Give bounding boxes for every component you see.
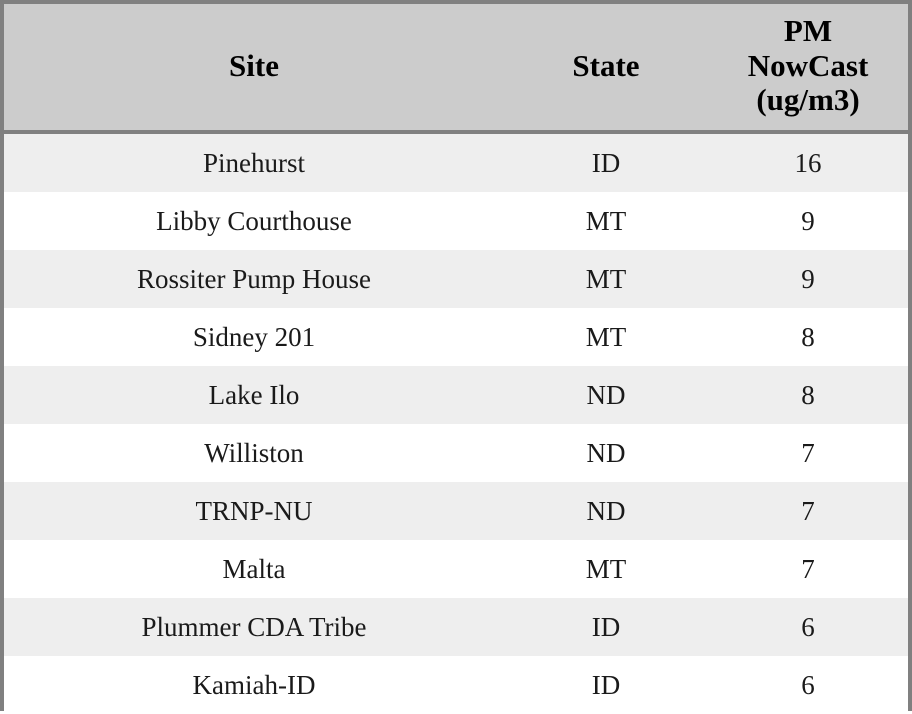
cell-pm-nowcast: 7: [801, 437, 815, 468]
table-row: [4, 192, 908, 250]
table-row: [4, 598, 908, 656]
table-header: [4, 4, 908, 132]
cell-state: MT: [585, 321, 627, 352]
column-header-pm-nowcast-line1: PM: [783, 13, 833, 48]
cell-pm-nowcast: 6: [801, 669, 815, 700]
cell-state: MT: [585, 553, 627, 584]
table-header-row: [4, 4, 908, 132]
cell-state: ND: [586, 495, 626, 526]
cell-state: MT: [585, 205, 627, 236]
cell-state: MT: [585, 263, 627, 294]
cell-state: ID: [591, 611, 621, 642]
cell-site: Rossiter Pump House: [136, 263, 371, 294]
cell-state: ID: [591, 147, 621, 178]
cell-pm-nowcast: 9: [801, 205, 815, 236]
cell-state: ND: [586, 379, 626, 410]
table-row: [4, 366, 908, 424]
cell-site: Pinehurst: [202, 147, 305, 178]
column-header-site: [4, 4, 504, 132]
table-body: [4, 132, 908, 714]
table-row: [4, 424, 908, 482]
column-header-site-label: Site: [229, 47, 279, 83]
cell-site: Lake Ilo: [208, 379, 300, 410]
table-row: [4, 482, 908, 540]
cell-pm-nowcast: 6: [801, 611, 815, 642]
column-header-pm-nowcast-line2: NowCast: [747, 47, 869, 83]
cell-pm-nowcast: 7: [801, 495, 815, 526]
column-header-state-label: State: [572, 47, 640, 83]
cell-pm-nowcast: 8: [801, 379, 815, 410]
cell-site: Williston: [204, 437, 304, 468]
column-header-state: [504, 4, 708, 132]
table-row: [4, 308, 908, 366]
cell-site: Sidney 201: [192, 321, 316, 352]
cell-state: ND: [586, 437, 626, 468]
column-header-pm-nowcast: [708, 4, 908, 132]
cell-pm-nowcast: 8: [801, 321, 815, 352]
cell-site: TRNP-NU: [195, 495, 313, 526]
table-row: [4, 250, 908, 308]
air-quality-table: [4, 4, 908, 714]
cell-site: Libby Courthouse: [156, 205, 352, 236]
cell-pm-nowcast: 7: [801, 553, 815, 584]
cell-site: Plummer CDA Tribe: [141, 611, 367, 642]
table-row: [4, 656, 908, 714]
cell-state: ID: [591, 669, 621, 700]
cell-pm-nowcast: 16: [794, 147, 822, 178]
cell-pm-nowcast: 9: [801, 263, 815, 294]
cell-site: Kamiah-ID: [192, 669, 316, 700]
table-row: [4, 132, 908, 192]
cell-site: Malta: [222, 553, 286, 584]
column-header-pm-nowcast-line3: (ug/m3): [756, 82, 860, 118]
table-row: [4, 540, 908, 598]
